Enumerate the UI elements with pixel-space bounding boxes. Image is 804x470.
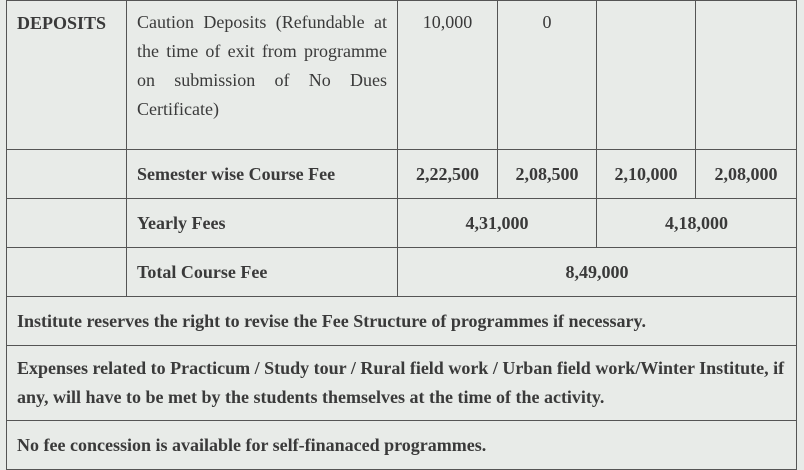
- semester-fee-row: [7, 150, 797, 199]
- note-no-concession: No fee concession is available for self-finanaced programmes.: [7, 421, 797, 470]
- semester-fee-2: 2,08,500: [498, 150, 597, 199]
- total-fee-value: 8,49,000: [398, 248, 797, 297]
- caution-deposit-col3: [597, 1, 696, 150]
- deposits-row: [7, 1, 797, 150]
- note-expenses: Expenses related to Practicum / Study tour / Rural field work / Urban field work/Winter Institute, if any, will have to be met by the students themselves at the time of the activity.: [7, 346, 797, 421]
- note-row: [7, 346, 797, 421]
- caution-deposit-col1: 10,000: [398, 1, 498, 150]
- note-row: [7, 421, 797, 470]
- empty-cell: [7, 150, 127, 199]
- semester-fee-label: Semester wise Course Fee: [127, 150, 398, 199]
- semester-fee-4: 2,08,000: [696, 150, 797, 199]
- yearly-fee-year1: 4,31,000: [398, 199, 597, 248]
- empty-cell: [7, 248, 127, 297]
- total-fee-row: [7, 248, 797, 297]
- empty-cell: [7, 199, 127, 248]
- note-revise-fee: Institute reserves the right to revise the Fee Structure of programmes if necessary.: [7, 297, 797, 346]
- caution-deposit-col4: [696, 1, 797, 150]
- semester-fee-1: 2,22,500: [398, 150, 498, 199]
- note-row: [7, 297, 797, 346]
- yearly-fees-label: Yearly Fees: [127, 199, 398, 248]
- deposits-header: DEPOSITS: [7, 1, 127, 150]
- semester-fee-3: 2,10,000: [597, 150, 696, 199]
- yearly-fee-year2: 4,18,000: [597, 199, 797, 248]
- yearly-fees-row: [7, 199, 797, 248]
- fee-structure-table: [6, 0, 797, 470]
- total-fee-label: Total Course Fee: [127, 248, 398, 297]
- caution-deposit-col2: 0: [498, 1, 597, 150]
- caution-deposit-description: Caution Deposits (Refundable at the time of exit from programme on submission of No Dues Certificate): [127, 1, 398, 150]
